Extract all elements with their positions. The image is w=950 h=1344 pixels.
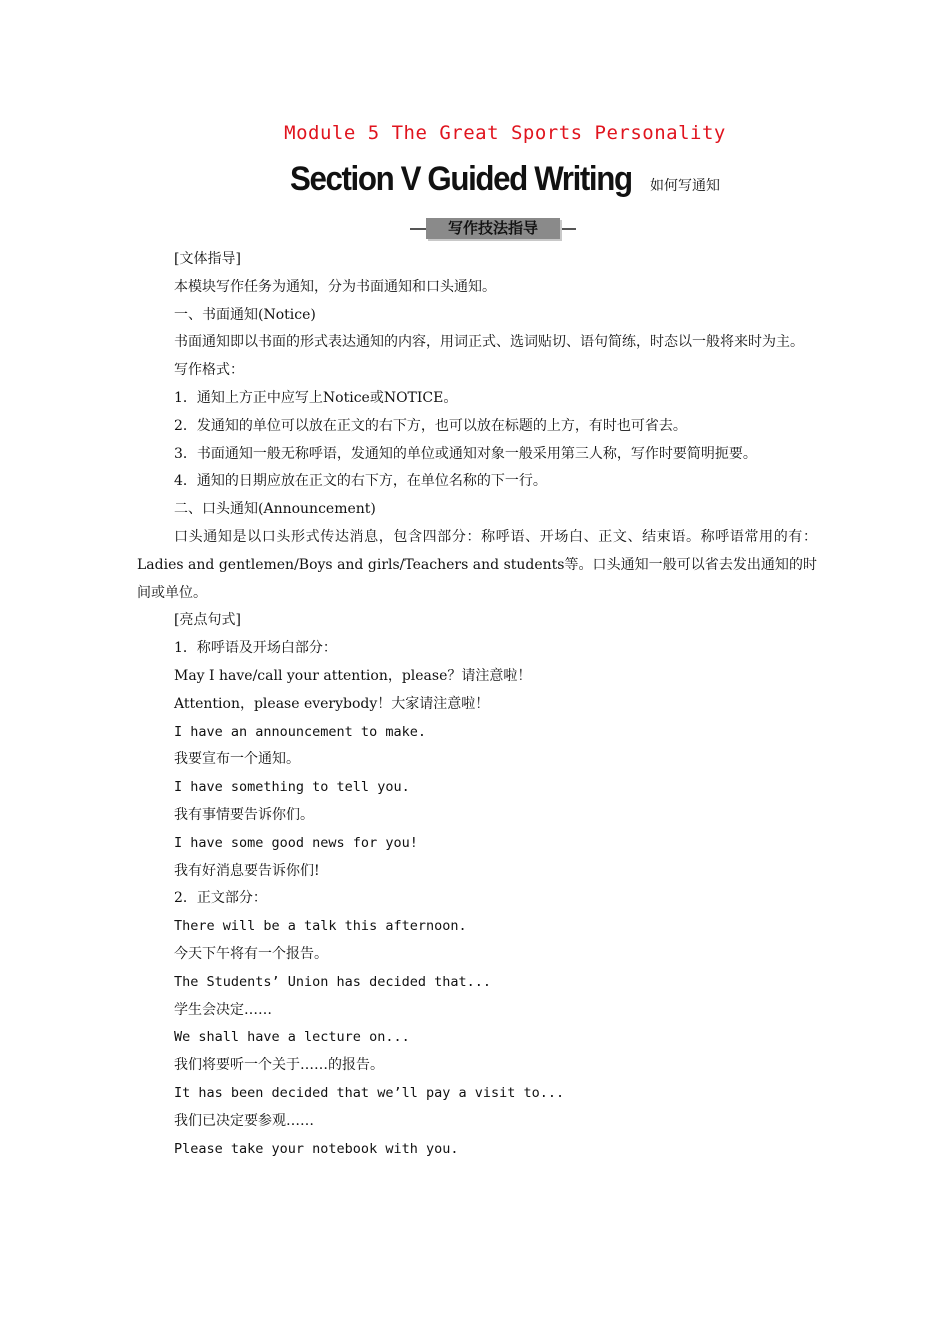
paragraph: 我有好消息要告诉你们! [174, 862, 320, 879]
paragraph: May I have/call your attention，please？请注意啦！ [174, 667, 532, 684]
paragraph: I have an announcement to make. [174, 723, 426, 740]
paragraph: 4．通知的日期应放在正文的右下方，在单位名称的下一行。 [174, 473, 547, 490]
paragraph: 写作格式： [174, 362, 244, 379]
paragraph: 学生会决定…… [174, 1001, 272, 1018]
section-banner [410, 218, 576, 240]
paragraph: [文体指导] [174, 251, 241, 267]
paragraph: 本模块写作任务为通知，分为书面通知和口头通知。 [174, 278, 496, 295]
paragraph: 3．书面通知一般无称呼语，发通知的单位或通知对象一般采用第三人称，写作时要简明扼要。 [174, 445, 757, 462]
section-subtitle: 如何写通知 [650, 178, 720, 194]
paragraph: 2．正文部分： [174, 890, 267, 907]
paragraph: 1．称呼语及开场白部分： [174, 640, 337, 657]
paragraph: Please take your notebook with you. [174, 1140, 459, 1157]
paragraph: 我有事情要告诉你们。 [174, 806, 314, 823]
paragraph: It has been decided that we’ll pay a visit to... [174, 1084, 565, 1101]
module-title: Module 5 The Great Sports Personality [284, 122, 726, 144]
paragraph: I have something to tell you. [174, 779, 410, 796]
document-body [137, 246, 817, 1163]
paragraph: 今天下午将有一个报告。 [174, 945, 328, 962]
paragraph: We shall have a lecture on... [174, 1029, 410, 1046]
paragraph: [亮点句式] [174, 612, 241, 629]
banner-label: 写作技法指导 [426, 218, 560, 239]
paragraph: Attention，please everybody！大家请注意啦！ [174, 695, 490, 712]
paragraph: I have some good news for you! [174, 834, 418, 851]
section-heading [290, 160, 720, 199]
paragraph: 1．通知上方正中应写上Notice或NOTICE。 [174, 389, 458, 406]
paragraph: The Students’ Union has decided that... [174, 973, 491, 990]
paragraph: 2．发通知的单位可以放在正文的右下方，也可以放在标题的上方，有时也可省去。 [174, 417, 687, 434]
paragraph: 口头通知是以口头形式传达消息，包含四部分：称呼语、开场白、正文、结束语。称呼语常用的有：Ladies and gentlemen/Boys and girls/Teachers and students等。口头通知一般可以省去发出通知的时间或单位。 [137, 528, 817, 601]
section-title: Section V Guided Writing [290, 160, 632, 198]
paragraph: 我们已决定要参观…… [174, 1112, 314, 1129]
paragraph: 我要宣布一个通知。 [174, 751, 300, 768]
paragraph: There will be a talk this afternoon. [174, 918, 467, 935]
paragraph: 二、口头通知(Announcement) [174, 501, 376, 518]
paragraph: 书面通知即以书面的形式表达通知的内容，用词正式、选词贴切、语句简练，时态以一般将来时为主。 [174, 334, 804, 351]
paragraph: 一、书面通知(Notice) [174, 306, 316, 323]
paragraph: 我们将要听一个关于……的报告。 [174, 1057, 384, 1074]
